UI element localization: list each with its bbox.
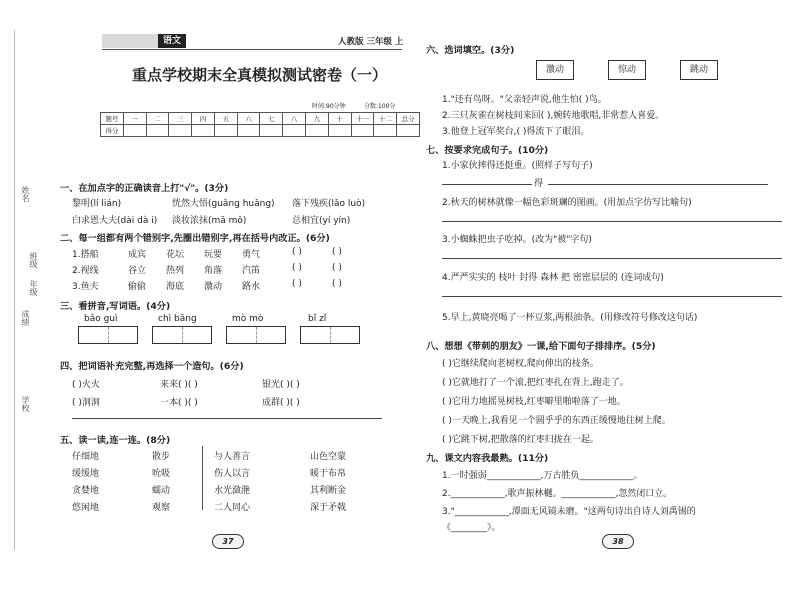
q9-title: 九、课文内容我最熟。(11分) — [426, 453, 549, 464]
score-cell[interactable] — [237, 125, 260, 137]
q6-item: 2.三只灰雀在树枝间来回( ),婉转地歌唱,非常惹人喜爱。 — [442, 111, 665, 121]
q3-title: 三、看拼音,写词语。(4分) — [60, 301, 171, 312]
score-label: 分数:100分 — [364, 103, 396, 110]
right-page — [420, 0, 800, 560]
header-rule — [102, 49, 402, 50]
score-table-header-cell: 总分 — [397, 113, 420, 125]
sidebar-score-label: 成绩 — [21, 310, 30, 326]
score-table-header-cell: 一 — [123, 113, 146, 125]
q8-item: ( )它就地打了一个滚,把红枣扎在背上,跑走了。 — [442, 378, 629, 388]
writing-grid[interactable] — [78, 326, 138, 344]
page-number-left: 37 — [212, 534, 244, 549]
q4-item: ( )火火 — [72, 380, 100, 390]
q5-left-word: 吮吸 — [152, 469, 171, 479]
q5-title: 五、读一读,连一连。(8分) — [60, 435, 171, 446]
subject-badge: 语文 — [158, 34, 186, 48]
sidebar-class-label: 班级 — [29, 252, 38, 268]
q1-item: 恍然大悟(guǎng huǎng) — [172, 199, 275, 209]
q1-item: 白求恩大夫(dài dà i) — [72, 216, 158, 226]
writing-grid[interactable] — [226, 326, 286, 344]
score-cell[interactable] — [351, 125, 374, 137]
q5-left-word: 仔细地 — [72, 452, 100, 462]
q2-word: 花坛 — [166, 250, 185, 260]
q2-correction-blank[interactable]: ( ) — [292, 279, 302, 289]
q5-right-phrase: 深于矛戟 — [310, 503, 347, 513]
q4-title: 四、把词语补充完整,再选择一个造句。(6分) — [60, 361, 244, 372]
q2-word: 谷立 — [128, 266, 147, 276]
q4-item: 来来( )( ) — [160, 380, 198, 390]
answer-line[interactable] — [442, 296, 782, 297]
score-table-header-cell: 八 — [283, 113, 306, 125]
score-table-header-cell: 十 — [328, 113, 351, 125]
q1-title: 一、在加点字的正确读音上打"√"。(3分) — [60, 183, 229, 194]
q6-item: 3.他登上冠军奖台,( )得流下了眼泪。 — [442, 127, 590, 137]
time-label: 时间:90分钟 — [312, 103, 346, 110]
q5-right-phrase: 伤人以言 — [214, 469, 251, 479]
score-table-header-cell: 四 — [192, 113, 215, 125]
score-cell[interactable] — [192, 125, 215, 137]
q5-right-phrase: 与人善言 — [214, 452, 251, 462]
score-table-header-cell: 五 — [214, 113, 237, 125]
word-choice-box: 跳动 — [680, 60, 718, 80]
q5-left-word: 蠕动 — [152, 486, 171, 496]
q8-item: ( )它跳下树,把散落的红枣归拢在一起。 — [442, 435, 599, 445]
q5-left-word: 散步 — [152, 452, 171, 462]
q2-word: 汽笛 — [242, 266, 261, 276]
score-table-header-row — [101, 113, 420, 125]
q8-title: 八、想想《带刺的朋友》一课,给下面句子排排序。(5分) — [426, 341, 656, 352]
sidebar-school-label: 学校 — [21, 396, 30, 412]
q2-word: 玩要 — [204, 250, 223, 260]
q2-word: 3.鱼夫 — [72, 282, 99, 292]
score-cell[interactable] — [214, 125, 237, 137]
q8-item: ( )一天晚上,我看见一个圆乎乎的东西正缓慢地往树上爬。 — [442, 416, 671, 426]
q2-word: 1.搭船 — [72, 250, 99, 260]
q7-item: 4.严严实实的 枝叶 封得 森林 把 密密层层的 (连词成句) — [442, 273, 664, 283]
score-table-header-cell: 二 — [146, 113, 169, 125]
q2-correction-blank[interactable]: ( ) — [292, 247, 302, 257]
score-cell[interactable] — [260, 125, 283, 137]
binding-margin — [0, 0, 42, 589]
q7-item: 2.秋天的树林就像一幅色彩斑斓的图画。(用加点字仿写比喻句) — [442, 198, 692, 208]
sidebar-name-label: 姓名 — [21, 186, 30, 202]
q5-right-phrase: 山色空蒙 — [310, 452, 347, 462]
sidebar-grade-label: 年级 — [29, 280, 38, 296]
answer-line[interactable] — [548, 184, 768, 185]
q5-right-phrase: 水光潋滟 — [214, 486, 251, 496]
q2-word: 角落 — [204, 266, 223, 276]
q2-word: 偷偷 — [128, 282, 147, 292]
q7-title: 七、按要求完成句子。(10分) — [426, 145, 549, 156]
q3-pinyin: chì bǎng — [158, 314, 197, 324]
q2-word: 2.视线 — [72, 266, 99, 276]
q2-correction-blank[interactable]: ( ) — [332, 279, 342, 289]
word-choice-box: 激动 — [536, 60, 574, 80]
q7-item: 3.小蜘蛛把虫子吃掉。(改为"被"字句) — [442, 235, 592, 245]
answer-line[interactable] — [442, 184, 532, 185]
score-table-header-cell: 九 — [306, 113, 329, 125]
q1-item: 总相宜(yí yín) — [292, 216, 351, 226]
margin-line — [14, 30, 15, 550]
q2-correction-blank[interactable]: ( ) — [292, 263, 302, 273]
q5-right-phrase: 暖于布帛 — [310, 469, 347, 479]
q4-item: 一本( )( ) — [160, 398, 198, 408]
q6-item: 1."还有鸟呀。"父亲轻声说,他生怕( )鸟。 — [442, 95, 607, 105]
q7-item: 1.小家伙摔得还挺重。(照样子写句子) — [442, 161, 593, 171]
q3-pinyin: mò mò — [232, 314, 264, 324]
q2-title: 二、每一组都有两个错别字,先圈出错别字,再在括号内改正。(6分) — [60, 233, 330, 244]
score-cell[interactable] — [397, 125, 420, 137]
answer-line[interactable] — [442, 221, 782, 222]
q8-item: ( )它继续爬向老树杈,爬向伸出的枝条。 — [442, 359, 599, 369]
score-cell[interactable] — [328, 125, 351, 137]
score-table-header-cell: 题号 — [101, 113, 124, 125]
edition-label: 人教版 三年级 上 — [338, 37, 404, 47]
q2-word: 成宾 — [128, 250, 147, 260]
q5-left-word: 悠闲地 — [72, 503, 100, 513]
answer-line[interactable] — [442, 258, 782, 259]
q5-right-phrase: 二人同心 — [214, 503, 251, 513]
answer-line[interactable] — [72, 418, 382, 419]
q9-item: 《________》。 — [442, 523, 501, 533]
q2-word: 海底 — [166, 282, 185, 292]
q2-correction-blank[interactable]: ( ) — [332, 263, 342, 273]
score-cell[interactable] — [283, 125, 306, 137]
q9-item: 3."____________,潭面无风镜未磨。"这两句诗出自诗人刘禹锡的 — [442, 507, 696, 517]
score-cell[interactable] — [146, 125, 169, 137]
score-table-header-cell: 三 — [169, 113, 192, 125]
score-table-header-cell: 六 — [237, 113, 260, 125]
score-cell[interactable] — [306, 125, 329, 137]
q1-item: 淡妆浓抹(mā mǒ) — [172, 216, 247, 226]
page-number-right: 38 — [602, 534, 634, 549]
q2-word: 热列 — [166, 266, 185, 276]
q7-item: 5.早上,黄晓亮喝了一杯豆浆,两根油条。(用修改符号修改这句话) — [442, 313, 698, 323]
score-table-header-cell: 七 — [260, 113, 283, 125]
q9-item: 1.一时强弱____________,万古胜负____________。 — [442, 471, 643, 481]
q9-item: 2.____________,歌声振林樾。____________,忽然闭口立。 — [442, 489, 673, 499]
q5-left-word: 观察 — [152, 503, 171, 513]
left-page — [42, 0, 420, 560]
q6-title: 六、选词填空。(3分) — [426, 45, 515, 56]
q2-correction-blank[interactable]: ( ) — [332, 247, 342, 257]
q3-pinyin: bǎo guì — [84, 314, 118, 324]
q4-item: 银光( )( ) — [262, 380, 300, 390]
word-choice-box: 惊动 — [608, 60, 646, 80]
score-cell[interactable] — [123, 125, 146, 137]
score-table-header-cell: 十一 — [351, 113, 374, 125]
writing-grid[interactable] — [152, 326, 212, 344]
q8-item: ( )它用力地摇晃树枝,红枣噼里啪啦落了一地。 — [442, 397, 626, 407]
score-table-score-row — [101, 125, 420, 137]
q5-right-phrase: 其利断金 — [310, 486, 347, 496]
q3-pinyin: bǐ zǐ — [308, 314, 327, 324]
q4-item: 成群( )( ) — [262, 398, 300, 408]
score-table-row-label: 得分 — [101, 125, 124, 137]
q2-word: 路水 — [242, 282, 261, 292]
q2-word: 激动 — [204, 282, 223, 292]
score-table — [100, 112, 420, 137]
column-divider — [202, 446, 203, 510]
q5-left-word: 贪婪地 — [72, 486, 100, 496]
q7-item-de: 得 — [534, 179, 544, 189]
q4-item: ( )洞洞 — [72, 398, 100, 408]
page-title: 重点学校期末全真模拟测试密卷（一） — [132, 66, 388, 84]
score-table-header-cell: 十二 — [374, 113, 397, 125]
writing-grid[interactable] — [300, 326, 360, 344]
q2-word: 勇气 — [242, 250, 261, 260]
q5-left-word: 缓缓地 — [72, 469, 100, 479]
score-cell[interactable] — [374, 125, 397, 137]
q1-item: 落下残疾(lǎo luò) — [292, 199, 366, 209]
q1-item: 黎明(lí lián) — [72, 199, 122, 209]
score-cell[interactable] — [169, 125, 192, 137]
